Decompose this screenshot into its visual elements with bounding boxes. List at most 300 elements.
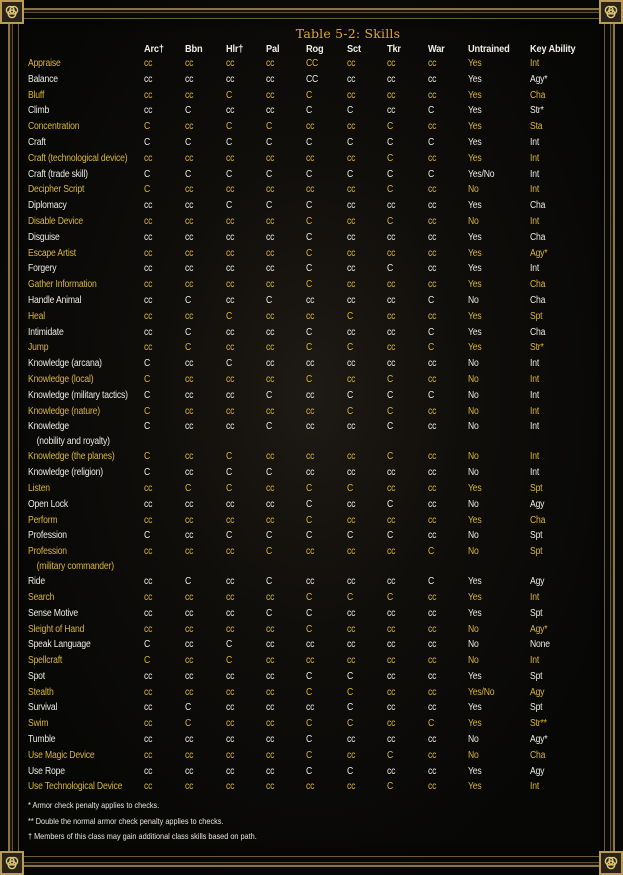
table-row [28, 293, 598, 309]
class-skill-value: C [347, 310, 354, 322]
table-row [28, 309, 598, 325]
class-skill-cell [144, 748, 185, 764]
class-skill-cell [387, 388, 427, 404]
class-skill-value: C [427, 105, 434, 117]
class-skill-value: C [347, 686, 354, 698]
class-skill-value: C [347, 405, 354, 417]
key-ability-cell [530, 246, 598, 262]
class-skill-cell [144, 214, 185, 230]
class-skill-cell [306, 637, 347, 653]
class-skill-value: C [184, 482, 191, 494]
class-skill-cell [185, 465, 226, 481]
class-skill-value: cc [225, 389, 234, 401]
class-skill-value: C [306, 373, 313, 385]
class-skill-value: cc [427, 749, 437, 761]
skill-name-cell [28, 669, 144, 685]
skills-table [28, 42, 598, 795]
skill-name: Profession [28, 546, 67, 558]
class-skill-cell [428, 779, 469, 795]
class-skill-value: C [225, 310, 232, 322]
untrained-value: Yes [468, 514, 482, 526]
key-ability-cell [530, 716, 598, 732]
skill-name: Tumble [28, 734, 56, 746]
class-skill-value: cc [387, 89, 396, 101]
corner-knot-icon [599, 0, 623, 24]
class-skill-cell [306, 135, 347, 151]
untrained-value: No [468, 421, 479, 433]
skill-name: Sleight of Hand [28, 623, 85, 635]
skill-name-subtitle: (military commander) [36, 561, 114, 573]
untrained-value: Yes [468, 310, 482, 322]
class-skill-cell [306, 277, 347, 293]
class-skill-value: C [306, 215, 313, 227]
skill-name-cell [28, 606, 144, 622]
class-skill-cell [226, 653, 267, 669]
class-skill-value: cc [225, 749, 234, 761]
class-skill-value: C [225, 136, 232, 148]
class-skill-value: C [225, 358, 232, 370]
class-skill-value: cc [427, 215, 437, 227]
class-skill-cell [144, 481, 185, 497]
class-skill-value: C [306, 263, 313, 275]
class-skill-cell [306, 182, 347, 198]
class-skill-value: cc [347, 498, 356, 510]
class-skill-value: C [347, 168, 354, 180]
untrained-value: Yes [468, 670, 482, 682]
key-ability-cell [530, 88, 598, 104]
class-skill-cell [387, 606, 427, 622]
untrained-value: Yes [468, 136, 482, 148]
class-skill-value: cc [144, 702, 153, 714]
class-skill-value: cc [427, 73, 437, 85]
class-skill-cell [387, 700, 427, 716]
class-skill-value: cc [184, 451, 194, 463]
class-skill-cell [226, 135, 267, 151]
class-skill-cell [185, 528, 226, 544]
class-skill-value: cc [427, 247, 437, 259]
class-skill-value: C [306, 200, 313, 212]
key-ability-cell [530, 528, 598, 544]
class-skill-cell [226, 716, 267, 732]
class-skill-cell [144, 325, 185, 341]
untrained-cell [468, 653, 530, 669]
class-skill-value: C [347, 530, 354, 542]
class-skill-value: cc [427, 358, 437, 370]
column-header: Sct [347, 43, 361, 55]
class-skill-value: cc [184, 623, 194, 635]
class-skill-cell [144, 103, 185, 119]
class-skill-value: cc [427, 279, 437, 291]
class-skill-value: cc [306, 310, 315, 322]
class-skill-cell [387, 246, 427, 262]
class-skill-value: cc [347, 58, 356, 69]
class-skill-cell [226, 779, 267, 795]
class-skill-cell [306, 167, 347, 183]
class-skill-cell [387, 419, 427, 449]
class-skill-value: C [306, 498, 313, 510]
key-ability-value: Cha [530, 749, 546, 761]
skill-name-cell [28, 103, 144, 119]
class-skill-cell [226, 449, 267, 465]
table-row [28, 56, 598, 72]
class-skill-value: C [225, 168, 232, 180]
key-ability-cell [530, 653, 598, 669]
class-skill-value: cc [144, 607, 153, 619]
class-skill-cell [226, 637, 267, 653]
untrained-cell [468, 449, 530, 465]
class-skill-cell [266, 637, 306, 653]
class-skill-value: cc [225, 184, 234, 196]
class-skill-value: C [387, 168, 394, 180]
class-skill-cell [226, 103, 267, 119]
untrained-value: No [468, 498, 479, 510]
class-skill-value: cc [306, 639, 315, 651]
class-skill-cell [144, 309, 185, 325]
class-skill-cell [226, 214, 267, 230]
key-ability-cell [530, 72, 598, 88]
class-skill-cell [185, 388, 226, 404]
class-skill-value: cc [184, 89, 194, 101]
skill-name: Concentration [28, 121, 80, 133]
key-ability-cell [530, 103, 598, 119]
class-skill-value: cc [387, 686, 396, 698]
skill-name-cell [28, 340, 144, 356]
class-skill-value: cc [347, 781, 356, 793]
class-skill-value: cc [266, 342, 275, 354]
key-ability-value: Agy* [530, 623, 548, 635]
untrained-value: Yes [468, 247, 482, 259]
class-skill-value: C [225, 467, 232, 479]
untrained-cell [468, 230, 530, 246]
class-skill-cell [185, 637, 226, 653]
class-skill-value: cc [427, 152, 437, 164]
class-skill-value: cc [347, 89, 356, 101]
class-skill-value: cc [144, 200, 153, 212]
class-skill-value: C [347, 591, 354, 603]
untrained-value: No [468, 451, 479, 463]
class-skill-cell [347, 340, 387, 356]
key-ability-value: Spt [530, 530, 543, 542]
skill-name: Use Technological Device [28, 781, 123, 793]
class-skill-value: C [387, 749, 394, 761]
class-skill-cell [266, 56, 306, 72]
skill-name-cell [28, 261, 144, 277]
class-skill-cell [266, 325, 306, 341]
class-skill-cell [428, 685, 469, 701]
untrained-cell [468, 700, 530, 716]
class-skill-value: C [347, 718, 354, 730]
class-skill-cell [387, 340, 427, 356]
class-skill-value: cc [306, 576, 315, 588]
class-skill-value: cc [387, 655, 396, 667]
class-skill-cell [428, 198, 469, 214]
class-skill-cell [185, 182, 226, 198]
skill-name: Craft (technological device) [28, 152, 128, 164]
skill-name-cell [28, 497, 144, 513]
skill-name-cell [28, 653, 144, 669]
key-ability-value: Int [530, 263, 540, 275]
class-skill-cell [185, 404, 226, 420]
skill-name: Disable Device [28, 215, 83, 227]
key-ability-value: Cha [530, 326, 546, 338]
table-row [28, 182, 598, 198]
class-skill-cell [428, 388, 469, 404]
class-skill-cell [226, 419, 267, 449]
class-skill-cell [347, 230, 387, 246]
class-skill-cell [144, 449, 185, 465]
class-skill-value: C [306, 670, 313, 682]
class-skill-value: cc [347, 231, 356, 243]
class-skill-cell [428, 404, 469, 420]
class-skill-value: C [144, 451, 151, 463]
key-ability-value: Int [530, 451, 540, 463]
class-skill-value: cc [144, 152, 153, 164]
class-skill-cell [306, 528, 347, 544]
class-skill-value: cc [144, 215, 153, 227]
class-skill-value: cc [306, 405, 315, 417]
class-skill-cell [428, 637, 469, 653]
class-skill-value: C [387, 121, 394, 133]
class-skill-cell [144, 72, 185, 88]
key-ability-cell [530, 590, 598, 606]
key-ability-value: Int [530, 373, 540, 385]
class-skill-value: C [347, 702, 354, 714]
skill-name-cell [28, 404, 144, 420]
untrained-cell [468, 151, 530, 167]
class-skill-cell [428, 669, 469, 685]
untrained-value: No [468, 546, 479, 558]
class-skill-cell [226, 465, 267, 481]
class-skill-value: C [184, 294, 191, 306]
class-skill-cell [347, 88, 387, 104]
key-ability-cell [530, 340, 598, 356]
class-skill-value: cc [184, 263, 194, 275]
key-ability-cell [530, 404, 598, 420]
class-skill-cell [185, 419, 226, 449]
skill-name-cell [28, 167, 144, 183]
class-skill-cell [144, 497, 185, 513]
class-skill-cell [306, 56, 347, 72]
class-skill-value: cc [144, 294, 153, 306]
class-skill-cell [185, 764, 226, 780]
class-skill-cell [144, 653, 185, 669]
class-skill-value: cc [427, 702, 437, 714]
column-header: Bbn [184, 43, 203, 55]
class-skill-value: cc [266, 89, 275, 101]
key-ability-value: Int [530, 136, 540, 148]
class-skill-cell [306, 309, 347, 325]
class-skill-cell [144, 779, 185, 795]
class-skill-value: cc [387, 514, 396, 526]
untrained-cell [468, 135, 530, 151]
class-skill-cell [306, 497, 347, 513]
class-skill-value: cc [427, 514, 437, 526]
class-skill-cell [306, 103, 347, 119]
class-skill-value: C [225, 89, 232, 101]
class-skill-value: cc [225, 152, 234, 164]
class-skill-cell [266, 103, 306, 119]
class-skill-cell [306, 372, 347, 388]
class-skill-value: cc [144, 734, 153, 746]
skill-name: Knowledge (military tactics) [28, 389, 128, 401]
key-ability-value: Sta [530, 121, 543, 133]
class-skill-value: cc [144, 765, 153, 777]
class-skill-value: cc [387, 639, 396, 651]
class-skill-cell [266, 748, 306, 764]
class-skill-value: C [144, 655, 151, 667]
class-skill-value: cc [347, 247, 356, 259]
class-skill-value: cc [427, 498, 437, 510]
class-skill-value: cc [225, 215, 234, 227]
class-skill-cell [185, 214, 226, 230]
class-skill-cell [428, 732, 469, 748]
class-skill-value: C [347, 105, 354, 117]
table-row [28, 513, 598, 529]
class-skill-cell [387, 622, 427, 638]
class-skill-value: C [306, 105, 313, 117]
class-skill-value: C [427, 718, 434, 730]
class-skill-value: cc [144, 310, 153, 322]
class-skill-cell [185, 72, 226, 88]
class-skill-value: cc [427, 405, 437, 417]
table-row [28, 606, 598, 622]
class-skill-value: cc [266, 734, 275, 746]
class-skill-value: cc [427, 591, 437, 603]
class-skill-value: cc [427, 482, 437, 494]
class-skill-cell [306, 449, 347, 465]
skills-table-container [28, 26, 598, 845]
class-skill-cell [387, 198, 427, 214]
untrained-value: No [468, 734, 479, 746]
key-ability-value: Agy [530, 498, 545, 510]
class-skill-value: cc [144, 89, 153, 101]
class-skill-value: cc [184, 670, 194, 682]
class-skill-cell [347, 465, 387, 481]
class-skill-value: C [306, 749, 313, 761]
table-row [28, 465, 598, 481]
untrained-cell [468, 513, 530, 529]
untrained-cell [468, 309, 530, 325]
class-skill-cell [428, 653, 469, 669]
class-skill-value: C [387, 263, 394, 275]
skill-name: Forgery [28, 263, 57, 275]
skill-name-cell [28, 716, 144, 732]
class-skill-cell [387, 72, 427, 88]
skill-name-cell [28, 528, 144, 544]
class-skill-cell [428, 419, 469, 449]
class-skill-cell [347, 544, 387, 574]
class-skill-value: cc [347, 73, 356, 85]
class-skill-cell [266, 465, 306, 481]
class-skill-cell [347, 513, 387, 529]
class-skill-value: C [225, 655, 232, 667]
class-skill-cell [347, 716, 387, 732]
class-skill-cell [266, 309, 306, 325]
skill-name: Ride [28, 576, 46, 588]
table-row [28, 151, 598, 167]
class-skill-value: cc [184, 514, 194, 526]
class-skill-value: cc [184, 734, 194, 746]
class-skill-value: cc [144, 58, 153, 69]
class-skill-cell [185, 356, 226, 372]
class-skill-value: C [387, 184, 394, 196]
table-row [28, 261, 598, 277]
class-skill-cell [144, 685, 185, 701]
class-skill-cell [266, 88, 306, 104]
class-skill-value: cc [427, 734, 437, 746]
key-ability-value: Agy [530, 765, 545, 777]
class-skill-cell [226, 481, 267, 497]
class-skill-value: cc [387, 546, 396, 558]
class-skill-value: C [306, 89, 313, 101]
class-skill-value: cc [427, 121, 437, 133]
class-skill-value: cc [347, 326, 356, 338]
table-body [28, 56, 598, 795]
class-skill-value: cc [184, 749, 194, 761]
class-skill-cell [185, 372, 226, 388]
skill-name-cell [28, 685, 144, 701]
class-skill-value: cc [347, 623, 356, 635]
class-skill-cell [428, 277, 469, 293]
class-skill-value: cc [225, 686, 234, 698]
class-skill-value: cc [306, 121, 315, 133]
untrained-cell [468, 103, 530, 119]
class-skill-cell [347, 574, 387, 590]
key-ability-value: Int [530, 184, 540, 196]
class-skill-cell [428, 340, 469, 356]
class-skill-cell [226, 246, 267, 262]
table-row [28, 72, 598, 88]
class-skill-cell [387, 465, 427, 481]
class-skill-cell [185, 574, 226, 590]
class-skill-cell [266, 653, 306, 669]
class-skill-value: cc [266, 498, 275, 510]
class-skill-cell [428, 590, 469, 606]
footnotes [28, 798, 598, 845]
skill-name: Speak Language [28, 639, 91, 651]
class-skill-cell [266, 419, 306, 449]
class-skill-value: cc [184, 247, 194, 259]
class-skill-value: cc [387, 231, 396, 243]
class-skill-value: C [387, 530, 394, 542]
table-row [28, 622, 598, 638]
untrained-value: Yes [468, 607, 482, 619]
class-skill-cell [306, 779, 347, 795]
class-skill-value: cc [427, 639, 437, 651]
class-skill-cell [226, 119, 267, 135]
class-skill-cell [347, 748, 387, 764]
class-skill-value: C [225, 451, 232, 463]
class-skill-value: cc [306, 421, 315, 433]
untrained-value: Yes [468, 200, 482, 212]
key-ability-cell [530, 669, 598, 685]
class-skill-value: C [347, 482, 354, 494]
class-skill-cell [185, 716, 226, 732]
class-skill-cell [144, 465, 185, 481]
class-skill-cell [266, 261, 306, 277]
class-skill-value: cc [427, 781, 437, 793]
class-skill-cell [387, 167, 427, 183]
skill-name-cell [28, 119, 144, 135]
untrained-value: No [468, 358, 479, 370]
class-skill-cell [428, 293, 469, 309]
class-skill-value: C [266, 389, 273, 401]
class-skill-cell [185, 513, 226, 529]
class-skill-cell [428, 513, 469, 529]
class-skill-value: cc [266, 73, 275, 85]
class-skill-cell [266, 167, 306, 183]
class-skill-cell [387, 56, 427, 72]
